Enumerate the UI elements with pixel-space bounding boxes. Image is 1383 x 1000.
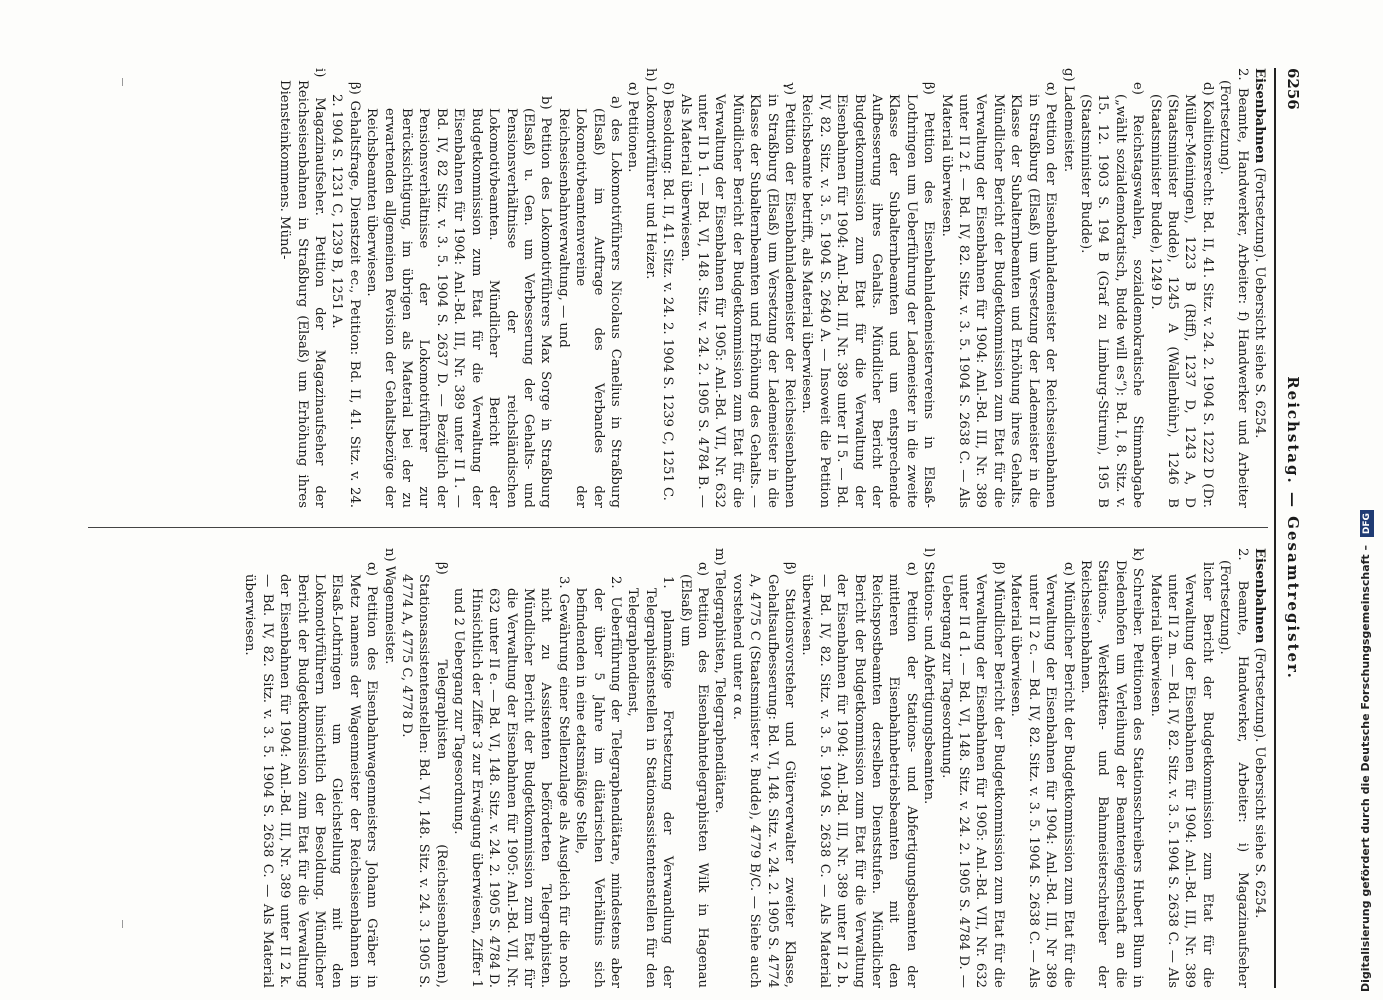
header-rule [1274, 68, 1276, 988]
digitization-footer [1354, 8, 1378, 992]
page-number: 6256 [1284, 68, 1302, 110]
entry-lead: Eisenbahnen [1252, 548, 1267, 644]
register-entry [1077, 548, 1147, 988]
entry-text: h) Lokomotivführer und Heizer. [642, 68, 658, 280]
entry-text: a) des Lokomotivführers Nicolaus Canelius in Straßburg (Elsaß) im Auftrage des Verbandes der Lokomotivbeamtenvereine der Reichseisenbahnverwaltung, — und [555, 96, 623, 508]
register-entry [728, 548, 798, 988]
right-column [78, 548, 1268, 988]
register-entry [398, 548, 450, 988]
entry-text: e) Reichstagswahlen, sozialdemokratische Stimmabgabe („wählt sozialdemokratisch, Budde will es“): Bd. I, 8. Sitz. v. 15. 12. 1903 S. 194 B (Graf zu Limburg-Stirum), 195 B (Staatsminister Budde). [1077, 82, 1146, 508]
register-entry [1007, 548, 1077, 988]
entry-text: α) Petitionen. [625, 82, 641, 173]
register-entry [676, 68, 798, 508]
entry-text: (Fortsetzung). Uebersicht siehe S. 6254. [1252, 163, 1267, 439]
register-entry [1251, 68, 1268, 508]
entry-text: k) Schreiber. Petitionen des Stationsschreibers Hubert Blum in Diedenhofen um Verleihung der Beamteneigenschaft an die Stations-, Werkstätten- und Bahnmeisterschreiber der Reichseisenbahnen. [1077, 548, 1146, 988]
entry-text: i) Magazinaufseher. Petition der Magazinaufseher der Reichseisenbahnen in Straßburg (Elsaß) um Erhöhung ihres Diensteinkommens. Münd- [277, 68, 328, 508]
register-entry [937, 68, 1059, 508]
running-head: Reichstag. — Gesamtregister. [1284, 376, 1302, 680]
entry-text: γ) Petition der Eisenbahnlademeister der Reichseisenbahnen in Straßburg (Elsaß) um Versetzung der Lademeister in die Klasse der Subalternbeamten und Erhöhung des Gehalts. — Mündlicher Bericht der Budgetkommission zum Etat für die Verwaltung der Eisenbahnen für 1905: Anl.-Bd. VII, Nr. 632 unter II b 1. — Bd. VI, 148. Sitz. v. 24. 2. 1905 S. 4784 B. — Als Material überwiesen. [677, 82, 798, 508]
entry-text: m) Telegraphisten, Telegraphendiätare. [712, 548, 728, 814]
register-entry [380, 548, 397, 988]
register-entry [1251, 548, 1268, 988]
left-column [78, 68, 1268, 508]
entry-text: α) Petition der Stations- und Abfertigungsbeamten der mittleren Eisenbahnbetriebsbeamten mit den Reichspostbeamten derselben Dienststufen. Mündlicher Bericht der Budgetkommission zum Etat für die Verwaltung der Eisenbahnen für 1904: Anl.-Bd. III, Nr. 389 unter II 2 b. — Bd. IV, 82. Sitz. v. 3. 5. 1904 S. 2638 C. — Als Material überwiesen. [799, 562, 919, 988]
entry-text: β) Telegraphisten (Reichseisenbahnen), Stationsassistentenstellen: Bd. VI, 148. Sitz. v. 24. 3. 1905 S. 4774 A, 4775 C, 4778 D. [399, 562, 449, 988]
register-entry [937, 548, 1007, 988]
register-entry [624, 548, 676, 988]
dfg-logo: DFG [1360, 510, 1374, 537]
register-entry [1059, 68, 1076, 508]
entry-text: n) Wagenmeister. [381, 548, 397, 665]
register-entry [676, 548, 711, 988]
register-entry [641, 68, 658, 508]
register-entry [798, 68, 937, 508]
register-entry [711, 548, 728, 988]
register-entry [241, 548, 380, 988]
register-entry [554, 68, 624, 508]
entry-text: 2. Beamte, Handwerker, Arbeiter: f) Handwerker und Arbeiter (Fortsetzung). [1217, 68, 1250, 508]
entry-text: b) Petition des Lokomotivführers Max Sorge in Straßburg (Elsaß) u. Gen. um Verbesserung der Gehalts- und Pensionsverhältnisse der reichsländischen Lokomotivbeamten. Mündlicher Bericht der Budgetkommission zum Etat für die Verwaltung der Eisenbahnen für 1904: Anl.-Bd. III, Nr. 389 unter II 1. — Bd. IV, 82 Sitz. v. 3. 5. 1904 S. 2637 D. — Bezüglich der Pensionsverhältnisse der Lokomotivführer zur Berücksichtigung, im übrigen als Material bei der zu erwartenden allgemeinen Revision der Gehaltsbezüge der Reichsbeamten überwiesen. [364, 96, 554, 508]
register-entry [1146, 68, 1216, 508]
entry-text: 3. Gewährung einer Stellenzulage als Ausgleich für die noch nicht zu Assistenten beförderten Telegraphisten. Mündlicher Bericht der Budgetkommission zum Etat für die Verwaltung der Eisenbahnen für 1905: Anl.-Bd. VII, Nr. 632 unter II e. — Bd. VI, 148. Sitz. v. 24. 2. 1905 S. 4784 D. Hinsichtlich der Ziffer 3 zur Erwägung überwiesen, Ziffer 1 und 2 Uebergang zur Tagesordnung. [451, 576, 571, 988]
entry-text: β) Gehaltsfrage, Dienstzeit ec., Petition: Bd. II, 41. Sitz. v. 24. 2. 1904 S. 1231 C, 1239 B, 1251 A. [329, 82, 362, 508]
register-entry [572, 548, 624, 988]
entry-text: d) Koalitionsrecht: Bd. II, 41. Sitz. v. 24. 2. 1904 S. 1222 D (Dr. Müller-Meiningen), 1223 B (Riff), 1237 D, 1243 A, D (Staatsminister Budde), 1245 A (Wallenbühr), 1246 B (Staatsminister Budde), 1249 D. [1147, 82, 1215, 508]
register-entry [1216, 68, 1251, 508]
register-entry [276, 68, 328, 508]
entry-text: 1. planmäßige Fortsetzung der Verwandlung der Telegraphistenstellen in Stationsassistentenstellen für den Telegraphendienst, [625, 576, 676, 988]
rotated-page-content [62, 68, 1302, 988]
entry-text: licher Bericht der Budgetkommission zum Etat für die Verwaltung der Eisenbahnen für 1904: Anl.-Bd. III, Nr. 389 unter II 2 m. — Bd. IV, 82. Sitz. v. 3. 5. 1904 S. 2638 C. — Als Material überwiesen. [1147, 562, 1215, 988]
entry-text: β) Petition des Eisenbahnlademeistervereins in Elsaß-Lothringen um Ueberführung der Lademeister in die zweite Klasse der Subalternbeamten und um entsprechende Aufbesserung ihres Gehalts. Mündlicher Bericht der Budgetkommission zum Etat für die Verwaltung der Eisenbahnen für 1904: Anl.-Bd. III, Nr. 389 unter II 5. — Bd. IV, 82. Sitz. v. 3. 5. 1904 S. 2640 A. — Insoweit die Petition Reichsbeamte betrifft, als Material überwiesen. [799, 82, 937, 508]
footer-text-wrapper [1354, 8, 1378, 992]
footer-text: Digitalisierung gefördert durch die Deutsche Forschungsgemeinschaft – [1359, 545, 1372, 992]
scan-mark [122, 78, 123, 86]
entry-text: δ) Besoldung: Bd. II, 41. Sitz. v. 24. 2. 1904 S. 1239 C, 1251 C. [660, 82, 676, 501]
entry-text: l) Stations- und Abfertigungsbeamten. [921, 548, 937, 805]
register-entry [798, 548, 920, 988]
entry-text: α) Mündlicher Bericht der Budgetkommission zum Etat für die Verwaltung der Eisenbahnen für 1904: Anl.-Bd. III, Nr 389 unter II 2 c. — Bd. IV, 82. Sitz. v. 3. 5. 1904 S. 2638 C. — Als Material überwiesen. [1008, 562, 1076, 988]
entry-text: 2. Beamte, Handwerker, Arbeiter: i) Magazinaufseher (Fortsetzung). [1217, 548, 1250, 988]
register-entry [328, 68, 363, 508]
entry-text: α) Petition der Eisenbahnlademeister der Reichseisenbahnen in Straßburg (Elsaß) um Versetzung der Lademeister in die Klasse der Subalternbeamten und Erhöhung ihres Gehalts. Mündlicher Bericht der Budgetkommission zum Etat für die Verwaltung der Eisenbahnen für 1904: Anl.-Bd. III, Nr. 389 unter II 2 f. — Bd. IV, 82. Sitz. v. 3. 5. 1904 S. 2638 C. — Als Material überwiesen. [938, 82, 1059, 508]
register-entry [1146, 548, 1216, 988]
column-divider [88, 527, 1268, 528]
entry-text: α) Petition des Eisenbahntelegraphisten Wilk in Hagenau (Elsaß) um [677, 562, 710, 988]
register-entry [363, 68, 554, 508]
register-entry [1216, 548, 1251, 988]
register-entry [624, 68, 641, 508]
entry-text: (Fortsetzung). Uebersicht siehe S. 6254. [1252, 643, 1267, 919]
register-entry [450, 548, 572, 988]
entry-text: 2. Ueberführung der Telegraphendiätare, mindestens aber der über 5 Jahre im diätarischen Verhältnis sich befindenden in eine etatsmäßige Stelle, [573, 576, 623, 988]
entry-text: β) Stationsvorsteher und Güterverwalter zweiter Klasse, Gehaltsaufbesserung: Bd. VI, 148. Sitz. v. 24. 2. 1905 S. 4774 A, 4775 C (Staatsminister v. Budde), 4779 B/C. — Siehe auch vorstehend unter α α. [729, 562, 798, 988]
register-entry [920, 548, 937, 988]
page-header [1276, 68, 1302, 988]
entry-text: β) Mündlicher Bericht der Budgetkommission zum Etat für die Verwaltung der Eisenbahnen für 1905: Anl.-Bd. VII, Nr. 632 unter II d 1. — Bd. VI, 148. Sitz. v. 24. 2. 1905 S. 4784 D. — Uebergang zur Tagesordnung. [938, 562, 1006, 988]
register-entry [659, 68, 676, 508]
entry-lead: Eisenbahnen [1252, 68, 1267, 164]
scan-mark [122, 920, 123, 928]
register-entry [1077, 68, 1147, 508]
entry-text: α) Petition des Eisenbahnwagenmeisters Johann Gräber in Metz namens der Wagenmeister der Reichseisenbahnen in Elsaß-Lothringen um Gleichstellung mit den Lokomotivführern hinsichtlich der Besoldung. Mündlicher Bericht der Budgetkommission zum Etat für die Verwaltung der Eisenbahnen für 1904: Anl.-Bd. III, Nr. 389 unter II 2 k. — Bd. IV, 82. Sitz. v. 3. 5. 1904 S. 2638 C. — Als Material überwiesen. [242, 562, 380, 988]
entry-text: g) Lademeister. [1060, 68, 1076, 173]
